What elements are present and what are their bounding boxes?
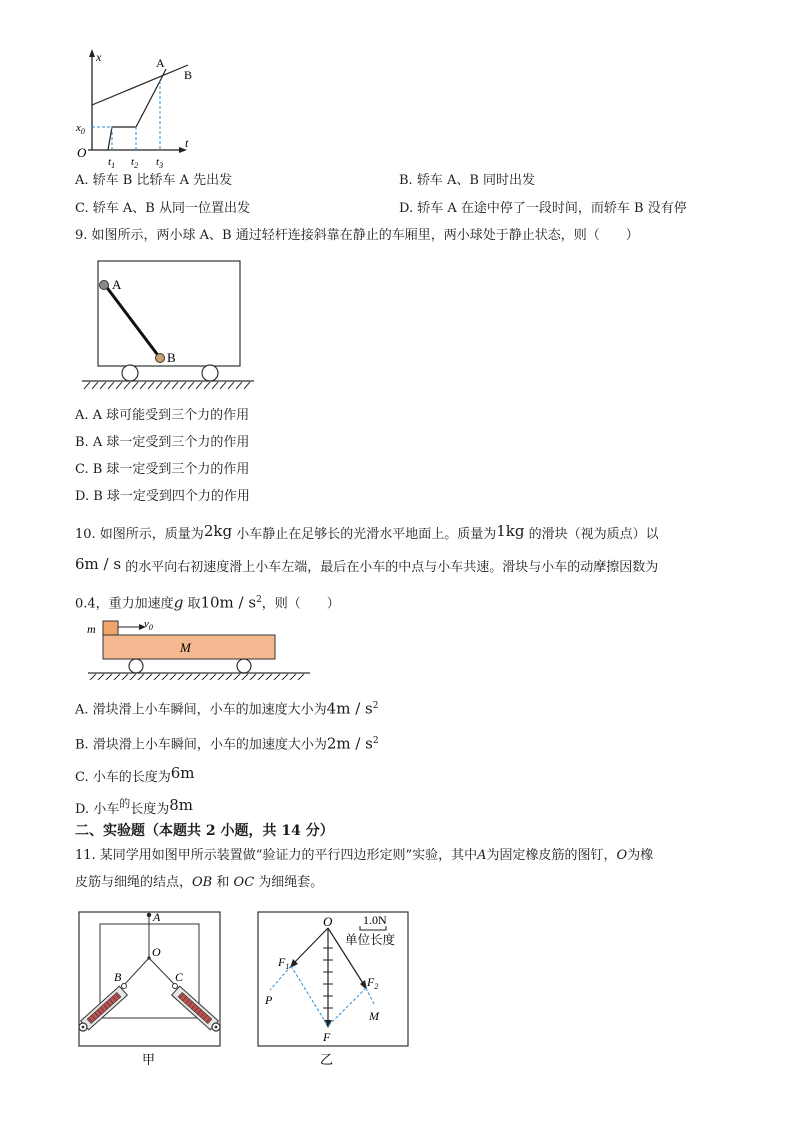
axis-label-x: x bbox=[96, 50, 102, 64]
q11-text: 皮筋与细绳的结点， bbox=[75, 875, 193, 890]
light-rod bbox=[105, 285, 160, 358]
caption-yi: 乙 bbox=[320, 1052, 334, 1067]
q8-option-a: A. 轿车 B 比轿车 A 先出发 bbox=[75, 173, 233, 188]
line-b-label: B bbox=[184, 68, 193, 82]
option-value: 4m / s bbox=[326, 699, 373, 718]
ball-b bbox=[156, 354, 165, 363]
label-f: F bbox=[323, 1030, 331, 1044]
q8-xt-graph bbox=[70, 45, 210, 170]
origin-label: O bbox=[77, 145, 87, 160]
q11-line-2 bbox=[75, 874, 323, 892]
q10-text: 10. 如图所示，质量为 bbox=[75, 527, 204, 542]
section-heading: 二、实验题（本题共 2 小题，共 14 分） bbox=[75, 823, 334, 839]
hook-b bbox=[122, 984, 127, 989]
q8-option-d: D. 轿车 A 在途中停了一段时间，而轿车 B 没有停 bbox=[399, 201, 687, 216]
block-label: m bbox=[87, 622, 96, 636]
q10-option-c bbox=[75, 764, 195, 787]
axis-label-t: t bbox=[185, 136, 189, 150]
hook-c bbox=[173, 984, 178, 989]
q11-text: 为固定橡皮筋的图钉， bbox=[486, 848, 617, 863]
q11-text: 为细绳套。 bbox=[258, 875, 324, 890]
t2-label: $t_2$ bbox=[131, 156, 139, 170]
spring-scale-left bbox=[81, 986, 128, 1030]
wheel-left bbox=[122, 365, 138, 381]
option-text: 的 bbox=[119, 797, 131, 810]
force-f-arrow-icon bbox=[324, 1020, 332, 1028]
option-value: 8m bbox=[169, 796, 194, 814]
q11-figure-jia bbox=[74, 908, 226, 1073]
dash-f1-f bbox=[291, 966, 328, 1026]
option-text: D. 小车 bbox=[75, 802, 120, 817]
label-f2: $F_2$ bbox=[367, 975, 379, 991]
caption-jia: 甲 bbox=[142, 1052, 156, 1067]
velocity-label: $v_0$ bbox=[144, 618, 153, 632]
q10-line-2 bbox=[75, 555, 658, 577]
q9-option-a: A. A 球可能受到三个力的作用 bbox=[75, 408, 250, 423]
line-b bbox=[92, 65, 188, 105]
option-text: A. 滑块滑上小车瞬间，小车的加速度大小为 bbox=[75, 702, 327, 718]
q11-symbol: OC bbox=[233, 875, 255, 890]
label-o: O bbox=[323, 914, 333, 929]
ball-a bbox=[100, 281, 109, 290]
q10-option-d bbox=[75, 795, 193, 819]
label-f1: $F_1$ bbox=[278, 955, 290, 971]
option-exp: 2 bbox=[372, 701, 379, 711]
cart-wheel-left bbox=[129, 659, 143, 673]
option-text: B. 滑块滑上小车瞬间，小车的加速度大小为 bbox=[75, 737, 327, 753]
cart-wheel-right bbox=[237, 659, 251, 673]
option-exp: 2 bbox=[372, 736, 379, 746]
q10-text: 的水平向右初速度滑上小车左端，最后在小车的中点与小车共速。滑块与小车的动摩擦因数为 bbox=[125, 560, 659, 575]
wheel-right bbox=[202, 365, 218, 381]
q10-text: 的滑块（视为质点）以 bbox=[528, 527, 659, 542]
q10-option-b bbox=[75, 732, 379, 754]
label-p: P bbox=[265, 993, 273, 1007]
option-value: 2m / s bbox=[326, 734, 373, 753]
q10-text: 取 bbox=[187, 596, 201, 612]
q10-velocity: 6m / s bbox=[75, 555, 122, 573]
string-ob bbox=[124, 958, 149, 985]
slider-block bbox=[103, 621, 118, 635]
spring-scale-right bbox=[172, 986, 219, 1030]
q8-option-c: C. 轿车 A、B 从同一位置出发 bbox=[75, 201, 250, 216]
dash-f2-m bbox=[366, 988, 374, 1004]
q11-symbol: OB bbox=[192, 875, 213, 890]
scale-label: 单位长度 bbox=[345, 933, 396, 947]
label-o: O bbox=[152, 945, 161, 959]
label-b: B bbox=[114, 970, 122, 984]
q10-line-1 bbox=[75, 522, 659, 544]
ground-hatch bbox=[84, 382, 250, 389]
q10-mass-cart: 2kg bbox=[203, 522, 233, 540]
string-oc bbox=[149, 958, 175, 985]
ball-b-label: B bbox=[167, 350, 176, 365]
force-f1-line bbox=[291, 928, 328, 966]
q10-figure bbox=[84, 615, 314, 680]
label-a: A bbox=[153, 910, 161, 924]
scale-value: 1.0N bbox=[363, 913, 387, 927]
q9-option-b: B. A 球一定受到三个力的作用 bbox=[75, 435, 250, 450]
q9-stem: 9. 如图所示，两小球 A、B 通过轻杆连接斜靠在静止的车厢里，两小球处于静止状态，则（ ） bbox=[75, 228, 639, 243]
ring-left-center bbox=[82, 1026, 85, 1029]
q10-g-value: 10m / s bbox=[200, 593, 257, 612]
q8-option-b: B. 轿车 A、B 同时出发 bbox=[399, 173, 536, 188]
option-text: C. 小车的长度为 bbox=[75, 770, 171, 785]
ball-a-label: A bbox=[112, 277, 122, 292]
y-arrow-icon bbox=[89, 49, 95, 57]
q10-g-exp: 2 bbox=[256, 595, 262, 605]
dash-f2-f bbox=[328, 988, 366, 1026]
t3-label: $t_3$ bbox=[156, 156, 164, 170]
q11-symbol: O bbox=[616, 848, 628, 863]
q9-figure bbox=[78, 258, 258, 393]
q11-line-1 bbox=[75, 847, 653, 865]
x0-label: $x_0$ bbox=[76, 122, 85, 136]
q10-line-3 bbox=[75, 591, 340, 613]
option-text: 长度为 bbox=[130, 802, 170, 817]
q10-text: ，则（ ） bbox=[261, 596, 340, 612]
q11-figure-yi bbox=[256, 908, 411, 1073]
q11-symbol: A bbox=[477, 848, 487, 863]
q10-mass-block: 1kg bbox=[496, 522, 525, 540]
q9-option-d: D. B 球一定受到四个力的作用 bbox=[75, 489, 250, 504]
option-value: 6m bbox=[170, 764, 195, 782]
q10-g-symbol: g bbox=[173, 593, 184, 612]
ring-right-center bbox=[215, 1026, 218, 1029]
line-a-label: A bbox=[156, 56, 165, 70]
cart-label: M bbox=[180, 640, 191, 655]
q10-option-a bbox=[75, 697, 378, 719]
t1-label: $t_1$ bbox=[108, 156, 116, 170]
q11-text: 为橡 bbox=[627, 848, 654, 863]
ground-hatch bbox=[90, 674, 304, 680]
q11-text: 11. 某同学用如图甲所示装置做“验证力的平行四边形定则”实验，其中 bbox=[75, 848, 478, 863]
q11-text: 和 bbox=[216, 875, 230, 890]
line-a bbox=[108, 69, 166, 150]
q10-text: 小车静止在足够长的光滑水平地面上。质量为 bbox=[236, 527, 497, 542]
q10-text: 0.4，重力加速度 bbox=[75, 596, 174, 612]
q9-option-c: C. B 球一定受到三个力的作用 bbox=[75, 462, 250, 477]
label-m: M bbox=[369, 1009, 379, 1023]
label-c: C bbox=[175, 970, 184, 984]
